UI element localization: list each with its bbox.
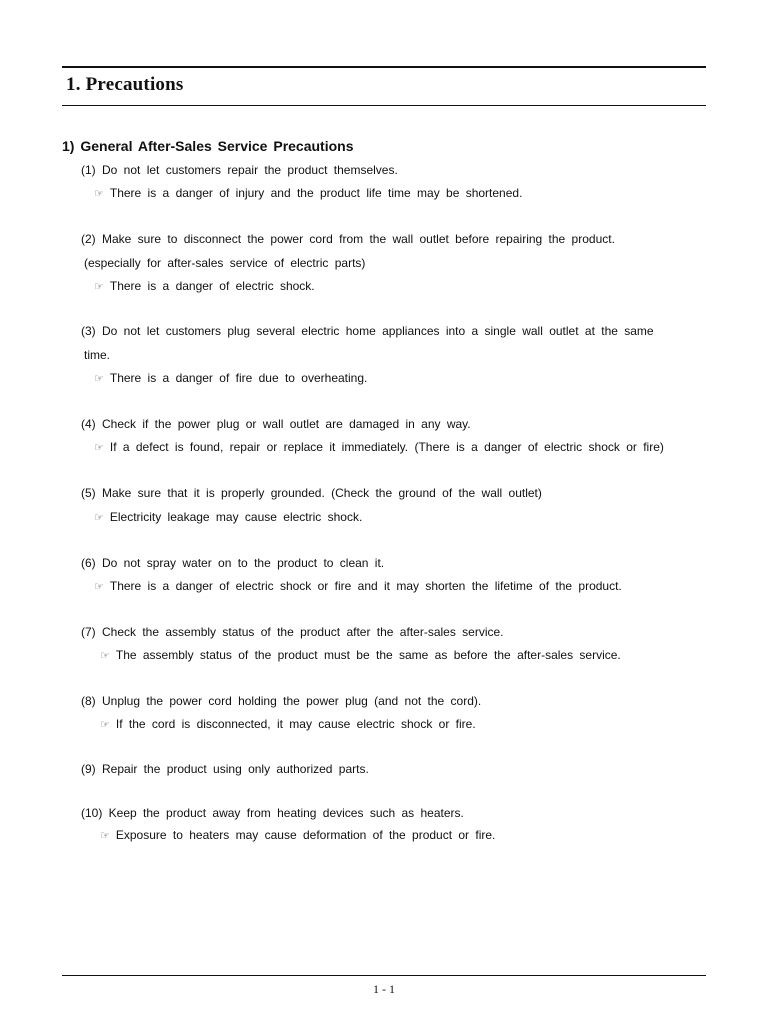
title-rule bbox=[62, 105, 706, 106]
precaution-1-note bbox=[94, 186, 522, 201]
precaution-2-note-text: There is a danger of electric shock. bbox=[109, 279, 315, 293]
precaution-6-text: (6) Do not spray water on to the product to clean it. bbox=[81, 556, 385, 570]
precaution-3-note bbox=[94, 371, 367, 386]
precaution-3-note-text: There is a danger of fire due to overheating. bbox=[109, 371, 368, 385]
pointing-hand-icon: ☞ bbox=[94, 187, 104, 200]
precaution-2-note bbox=[94, 279, 315, 294]
precaution-4-note bbox=[94, 440, 664, 455]
precaution-7-note-text: The assembly status of the product must be the same as before the after-sales service. bbox=[115, 648, 621, 662]
precaution-6-note-text: There is a danger of electric shock or fire and it may shorten the lifetime of the product. bbox=[109, 579, 622, 593]
footer-rule bbox=[62, 975, 706, 976]
precaution-9-text: (9) Repair the product using only authorized parts. bbox=[81, 762, 369, 776]
precaution-2-text-continued: (especially for after-sales service of electric parts) bbox=[84, 256, 366, 270]
pointing-hand-icon: ☞ bbox=[94, 372, 104, 385]
precaution-10-note bbox=[100, 828, 495, 843]
chapter-title: 1. Precautions bbox=[66, 74, 184, 95]
precaution-1-note-text: There is a danger of injury and the product life time may be shortened. bbox=[109, 186, 523, 200]
precaution-3-text: (3) Do not let customers plug several electric home appliances into a single wall outlet at the same bbox=[81, 324, 654, 338]
pointing-hand-icon: ☞ bbox=[100, 718, 110, 731]
pointing-hand-icon: ☞ bbox=[94, 280, 104, 293]
precaution-10-note-text: Exposure to heaters may cause deformation of the product or fire. bbox=[115, 828, 496, 842]
precaution-2-text: (2) Make sure to disconnect the power cord from the wall outlet before repairing the product. bbox=[81, 232, 615, 246]
precaution-7-text: (7) Check the assembly status of the product after the after-sales service. bbox=[81, 625, 504, 639]
pointing-hand-icon: ☞ bbox=[94, 511, 104, 524]
pointing-hand-icon: ☞ bbox=[94, 441, 104, 454]
precaution-5-text: (5) Make sure that it is properly grounded. (Check the ground of the wall outlet) bbox=[81, 486, 542, 500]
precaution-5-note bbox=[94, 510, 362, 525]
precaution-8-note bbox=[100, 717, 476, 732]
precaution-8-text: (8) Unplug the power cord holding the power plug (and not the cord). bbox=[81, 694, 482, 708]
pointing-hand-icon: ☞ bbox=[100, 649, 110, 662]
top-rule bbox=[62, 66, 706, 68]
precaution-1-text: (1) Do not let customers repair the product themselves. bbox=[81, 163, 398, 177]
precaution-4-text: (4) Check if the power plug or wall outlet are damaged in any way. bbox=[81, 417, 471, 431]
pointing-hand-icon: ☞ bbox=[100, 829, 110, 842]
section-heading: 1) General After-Sales Service Precautions bbox=[62, 138, 354, 154]
precaution-10-text: (10) Keep the product away from heating devices such as heaters. bbox=[81, 806, 464, 820]
page-number: 1 - 1 bbox=[373, 982, 395, 996]
precaution-3-text-continued: time. bbox=[84, 348, 111, 362]
precaution-5-note-text: Electricity leakage may cause electric shock. bbox=[109, 510, 363, 524]
precaution-8-note-text: If the cord is disconnected, it may cause electric shock or fire. bbox=[115, 717, 476, 731]
precaution-4-note-text: If a defect is found, repair or replace it immediately. (There is a danger of electric shock or fire) bbox=[109, 440, 664, 454]
precaution-7-note bbox=[100, 648, 621, 663]
precaution-6-note bbox=[94, 579, 622, 594]
pointing-hand-icon: ☞ bbox=[94, 580, 104, 593]
